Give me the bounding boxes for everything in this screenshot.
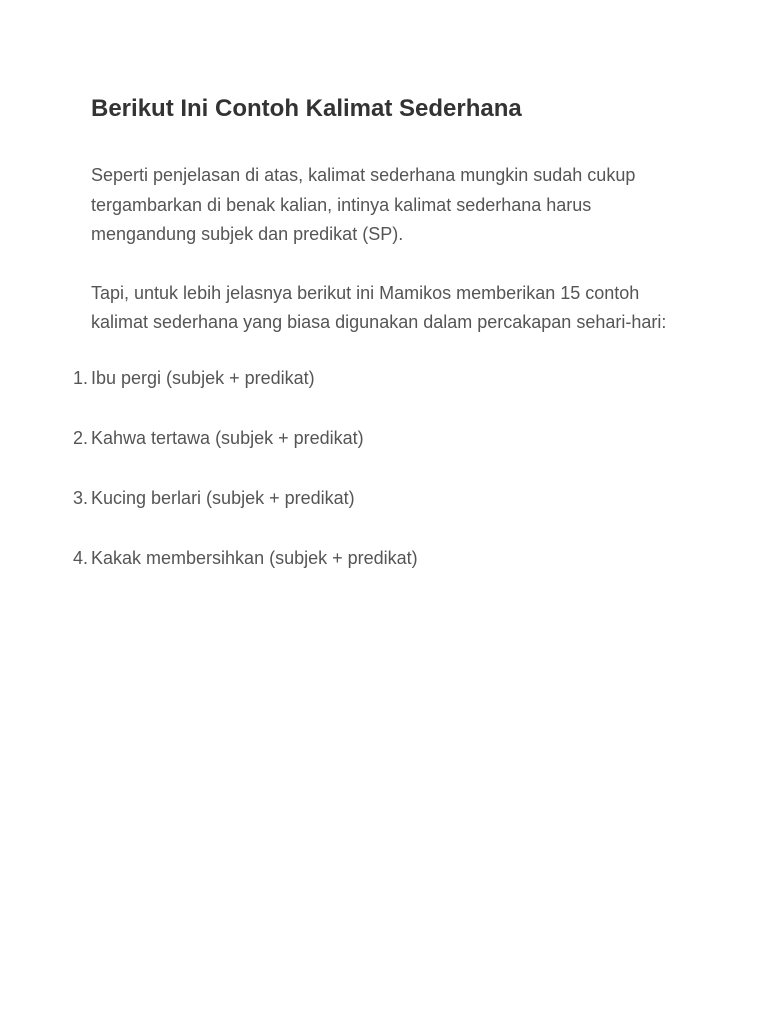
list-item	[72, 424, 681, 454]
article	[72, 90, 681, 604]
list-item	[72, 484, 681, 514]
list-item-text: Kucing berlari (subjek + predikat)	[91, 487, 355, 508]
example-list	[72, 364, 681, 574]
list-item-number: 4.	[72, 547, 88, 568]
list-item	[72, 544, 681, 574]
article-heading: Berikut Ini Contoh Kalimat Sederhana	[91, 95, 522, 122]
list-item-number: 1.	[72, 367, 88, 388]
list-item-text: Ibu pergi (subjek + predikat)	[91, 367, 315, 388]
intro-paragraph: Seperti penjelasan di atas, kalimat sederhana mungkin sudah cukup tergambarkan di benak kalian, intinya kalimat sederhana harus mengandung subjek dan predikat (SP).	[91, 165, 636, 244]
list-item-number: 3.	[72, 487, 88, 508]
lead-paragraph: Tapi, untuk lebih jelasnya berikut ini Mamikos memberikan 15 contoh kalimat sederhana yang biasa digunakan dalam percakapan sehari-hari:	[91, 282, 667, 332]
list-item-number: 2.	[72, 427, 88, 448]
list-item-text: Kahwa tertawa (subjek + predikat)	[91, 427, 364, 448]
list-item	[72, 364, 681, 394]
list-item-text: Kakak membersihkan (subjek + predikat)	[91, 547, 418, 568]
